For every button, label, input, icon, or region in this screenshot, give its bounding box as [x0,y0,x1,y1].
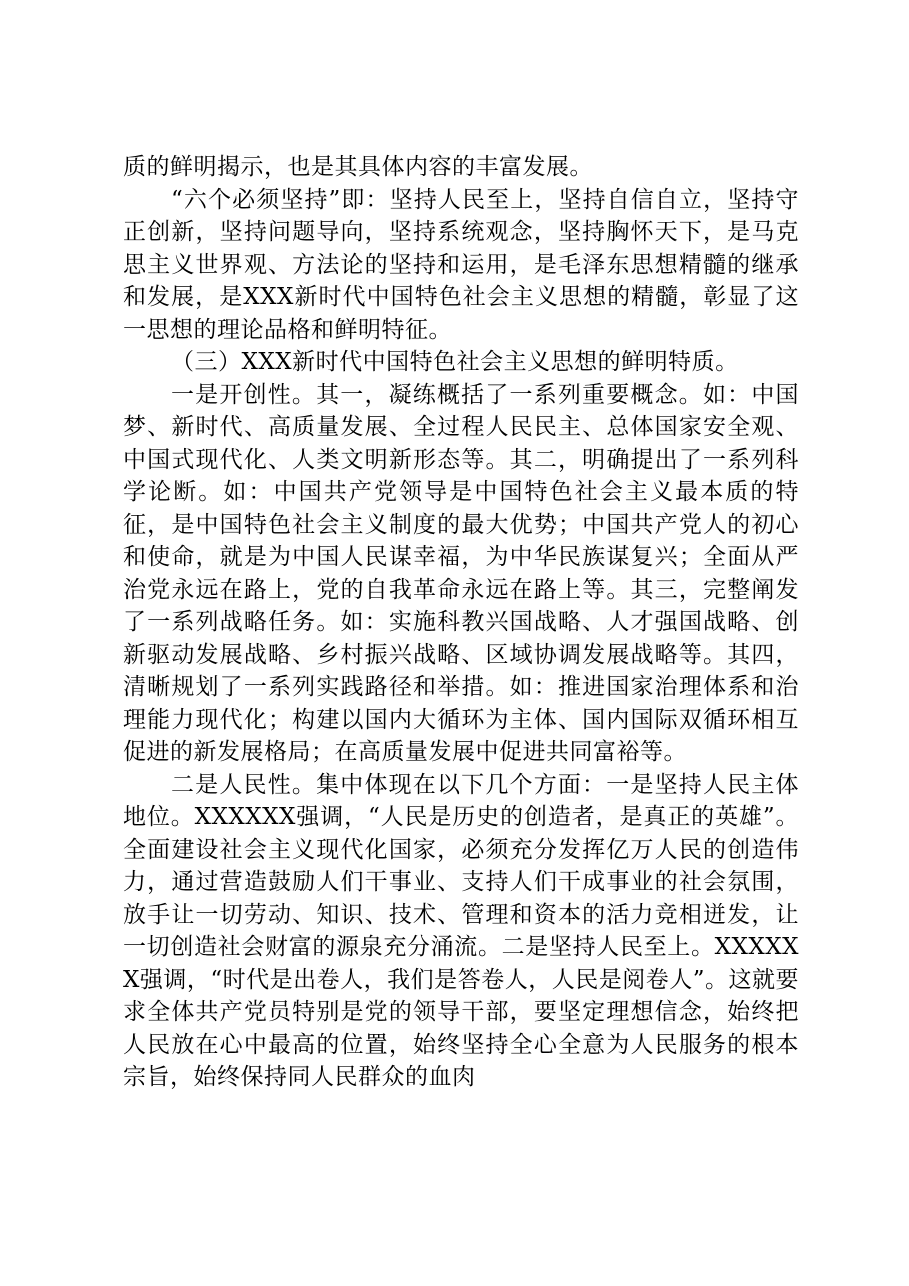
paragraph-people-oriented: 二是人民性。集中体现在以下几个方面：一是坚持人民主体地位。XXXXXX强调，“人民是历史的创造者，是真正的英雄”。全面建设社会主义现代化国家，必须充分发挥亿万人民的创造伟力，通过营造鼓励人们干事业、支持人们干成事业的社会氛围，放手让一切劳动、知识、技术、管理和资本的活力竞相迸发，让一切创造社会财富的源泉充分涌流。二是坚持人民至上。XXXXXX强调，“时代是出卷人，我们是答卷人，人民是阅卷人”。这就要求全体共产党员特别是党的领导干部，要坚定理想信念，始终把人民放在心中最高的位置，始终坚持全心全意为人民服务的根本宗旨，始终保持同人民群众的血肉 [123,771,799,1090]
paragraph-pioneering: 一是开创性。其一，凝练概括了一系列重要概念。如：中国梦、新时代、高质量发展、全过程人民民主、总体国家安全观、中国式现代化、人类文明新形态等。其二，明确提出了一系列科学论断。如：中国共产党领导是中国特色社会主义最本质的特征，是中国特色社会主义制度的最大优势；中国共产党人的初心和使命，就是为中国人民谋幸福，为中华民族谋复兴；全面从严治党永远在路上，党的自我革命永远在路上等。其三，完整阐发了一系列战略任务。如：实施科教兴国战略、人才强国战略、创新驱动发展战略、乡村振兴战略、区域协调发展战略等。其四，清晰规划了一系列实践路径和举措。如：推进国家治理体系和治理能力现代化；构建以国内大循环为主体、国内国际双循环相互促进的新发展格局；在高质量发展中促进共同富裕等。 [123,381,799,765]
paragraph-six-musts: “六个必须坚持”即：坚持人民至上，坚持自信自立，坚持守正创新，坚持问题导向，坚持系统观念，坚持胸怀天下，是马克思主义世界观、方法论的坚持和运用，是毛泽东思想精髓的继承和发展，是XXX新时代中国特色社会主义思想的精髓，彰显了这一思想的理论品格和鲜明特征。 [123,186,799,343]
paragraph-continuation: 质的鲜明揭示，也是其具体内容的丰富发展。 [123,154,593,180]
document-body [123,151,799,1094]
section-heading: （三）XXX新时代中国特色社会主义思想的鲜明特质。 [171,349,739,375]
